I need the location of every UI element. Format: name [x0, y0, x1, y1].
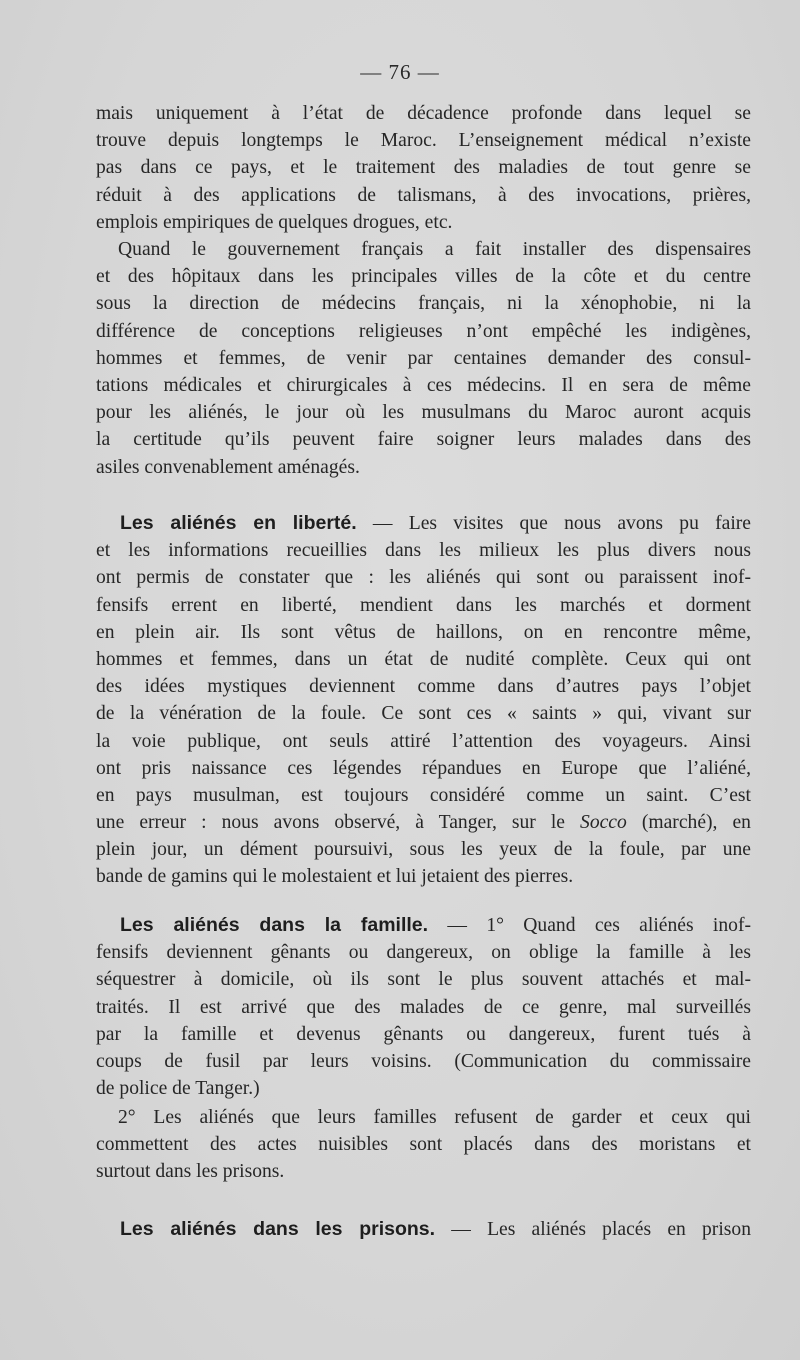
text-line: emplois empiriques de quelques drogues, etc. — [96, 211, 453, 233]
text-line: plein jour, un dément poursuivi, sous les yeux de la foule, par une — [96, 839, 751, 861]
paragraph — [96, 236, 751, 481]
text-line: trouve depuis longtemps le Maroc. L’enseignement médical n’existe — [96, 130, 751, 152]
text-line: coups de fusil par leurs voisins. (Communication du commissaire — [96, 1050, 751, 1072]
text-line: et des hôpitaux dans les principales villes de la côte et du centre — [96, 266, 751, 288]
text-line: asiles convenablement aménagés. — [96, 456, 360, 478]
heading-continuation: — 1° Quand ces aliénés inof- — [447, 915, 751, 936]
text-line: surtout dans les prisons. — [96, 1161, 285, 1183]
text-line: en pays musulman, est toujours considéré comme un saint. C’est — [96, 784, 751, 806]
text-line: mais uniquement à l’état de décadence profonde dans lequel se — [96, 103, 751, 124]
text-line: traités. Il est arrivé que des malades de ce genre, mal surveillés — [96, 996, 751, 1018]
text-line: ont permis de constater que : les aliénés qui sont ou paraissent inof- — [96, 567, 751, 589]
text-line: et les informations recueillies dans les milieux les plus divers nous — [96, 540, 751, 562]
text-line: réduit à des applications de talismans, à des invocations, prières, — [96, 184, 751, 206]
section-prisons — [96, 1216, 751, 1243]
text-line: hommes et femmes, dans un état de nudité complète. Ceux qui ont — [96, 648, 751, 670]
text-line: commettent des actes nuisibles sont placés dans des moristans et — [96, 1134, 751, 1156]
italic-term: Socco — [580, 812, 627, 834]
section-famille — [96, 912, 751, 1102]
text-line: des idées mystiques deviennent comme dans d’autres pays l’objet — [96, 676, 751, 698]
text-line: la certitude qu’ils peuvent faire soigner leurs malades dans des — [96, 429, 751, 451]
section-heading-line — [96, 1216, 751, 1243]
section-heading-line — [96, 912, 751, 939]
text-fragment: une erreur : nous avons observé, à Tanger, sur le — [96, 812, 565, 834]
text-line: pour les aliénés, le jour où les musulmans du Maroc auront acquis — [96, 402, 751, 424]
section-heading: Les aliénés dans les prisons. — [120, 1218, 436, 1240]
section-liberte — [96, 510, 751, 891]
heading-continuation: — Les aliénés placés en prison — [451, 1219, 751, 1240]
text-line: différence de conceptions religieuses n’ont empêché les indigènes, — [96, 320, 751, 342]
text-fragment: (marché), en — [641, 812, 751, 834]
text-line — [96, 809, 751, 836]
text-line: sous la direction de médecins français, ni la xénophobie, ni la — [96, 293, 751, 315]
section-heading: Les aliénés dans la famille. — [120, 914, 429, 936]
paragraph — [96, 1104, 751, 1186]
text-line: Quand le gouvernement français a fait installer des dispensaires — [118, 239, 751, 260]
text-line: fensifs errent en liberté, mendient dans les marchés et dorment — [96, 594, 751, 616]
text-line: par la famille et devenus gênants ou dangereux, furent tués à — [96, 1023, 751, 1045]
text-line: séquestrer à domicile, où ils sont le plus souvent attachés et mal- — [96, 969, 751, 991]
text-line: bande de gamins qui le molestaient et lui jetaient des pierres. — [96, 866, 574, 888]
text-line: de la vénération de la foule. Ce sont ces « saints » qui, vivant sur — [96, 703, 751, 725]
section-heading-line — [96, 510, 751, 537]
text-line: fensifs deviennent gênants ou dangereux, on oblige la famille à les — [96, 942, 751, 964]
heading-continuation: — Les visites que nous avons pu faire — [372, 513, 751, 534]
section-heading: Les aliénés en liberté. — [120, 512, 357, 534]
text-line: 2° Les aliénés que leurs familles refusent de garder et ceux qui — [118, 1107, 751, 1128]
text-line: hommes et femmes, de venir par centaines demander des consul- — [96, 347, 751, 369]
paragraph — [96, 100, 751, 236]
text-line: pas dans ce pays, et le traitement des maladies de tout genre se — [96, 157, 751, 179]
page-number: — 76 — — [360, 60, 440, 84]
text-line: ont pris naissance ces légendes répandues en Europe que l’aliéné, — [96, 757, 751, 779]
text-line: la voie publique, ont seuls attiré l’attention des voyageurs. Ainsi — [96, 730, 751, 752]
text-line: tations médicales et chirurgicales à ces médecins. Il en sera de même — [96, 374, 751, 396]
text-line: en plein air. Ils sont vêtus de haillons, on en rencontre même, — [96, 621, 751, 643]
text-line: de police de Tanger.) — [96, 1078, 260, 1100]
